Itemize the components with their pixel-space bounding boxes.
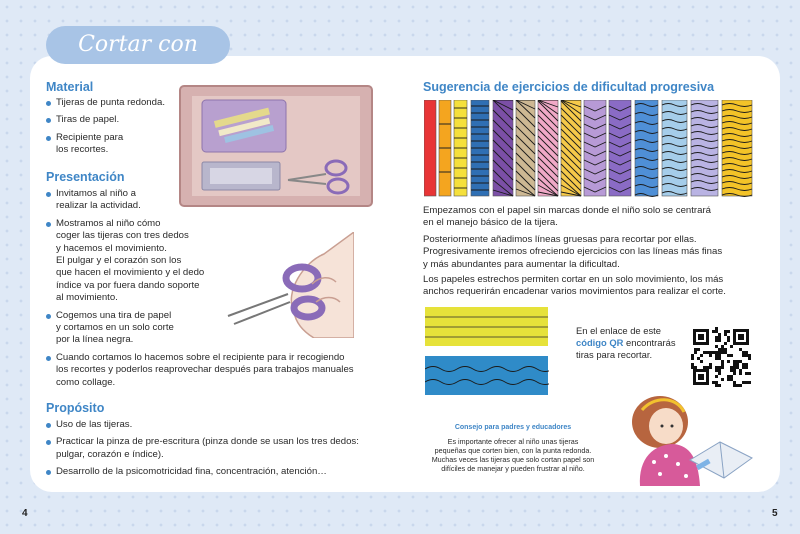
qr-link[interactable]: código QR: [576, 337, 624, 348]
strip-zigzag-violet: [609, 100, 631, 196]
strip-diagonal-purple: [493, 100, 513, 196]
material-list: [46, 97, 176, 162]
list-item: Desarrollo de la psicomotricidad fina, concentración, atención…: [46, 466, 381, 478]
qr-code-icon[interactable]: [691, 327, 751, 387]
list-item: Uso de las tijeras.: [46, 419, 381, 431]
strip-horizontal-waves: [425, 356, 549, 396]
strip-plain-red: [424, 100, 436, 196]
sugerencia-p2: Posteriormente añadimos líneas gruesas para recortar por ellas. Progresivamente iremos ofreciendo ejercicios con las líneas más finas y más abundantes para aumentar la dificultad.: [423, 234, 723, 270]
sugerencia-p3: Los papeles estrechos permiten cortar en un solo movimiento, los más anchos requerirán encadenar varios movimientos para realizar el corte.: [423, 274, 726, 298]
material-heading: Material: [46, 80, 94, 94]
qr-text: En el enlace de este código QR encontrarás tiras para recortar.: [576, 325, 676, 360]
page-number-left: 4: [22, 508, 28, 519]
strip-diagonal-tan: [516, 100, 535, 196]
list-item: Cuando cortamos lo hacemos sobre el recipiente para ir recogiendo los recortes y poderlos reaprovechar después para trabajos manuales como collage.: [46, 352, 376, 389]
list-item: Tijeras de punta redonda.: [46, 97, 176, 109]
strip-zigzag-lilac: [584, 100, 606, 196]
hand-scissors-illustration: [224, 232, 354, 338]
presentacion-heading: Presentación: [46, 170, 125, 184]
strip-horizontal-lines: [425, 307, 549, 347]
consejo-body: Es importante ofrecer al niño unas tijeras pequeñas que corten bien, con la punta redonda. Muchas veces las tijeras que solo cortan papel son difíciles de manejar y pueden frustrar al niño.: [431, 437, 595, 473]
strips-illustration: [424, 100, 754, 198]
proposito-list: [46, 419, 381, 484]
consejo-title: Consejo para padres y educadores: [454, 424, 572, 431]
list-item: Tiras de papel.: [46, 114, 176, 126]
proposito-heading: Propósito: [46, 401, 105, 415]
sugerencia-heading: Sugerencia de ejercicios de dificultad progresiva: [423, 80, 715, 94]
page-number-right: 5: [772, 508, 778, 519]
girl-reading-illustration: [620, 392, 760, 486]
tray-illustration: [178, 84, 374, 208]
sugerencia-p1: Empezamos con el papel sin marcas donde el niño solo se centrará en el manejo básico de la tijera.: [423, 205, 711, 229]
list-item: Invitamos al niño a realizar la actividad.: [46, 188, 376, 213]
list-item: Cogemos una tira de papel y cortamos en un solo corte por la línea negra.: [46, 310, 376, 347]
strip-thick-lines-orange: [439, 100, 451, 196]
list-item: Recipiente para los recortes.: [46, 132, 176, 157]
list-item: Mostramos al niño cómo coger las tijeras con tres dedos y hacemos el movimiento. El pulgar y el corazón son los que hacen el movimiento y el dedo índice va por fuera dando soporte al movimiento.: [46, 218, 376, 305]
list-item: Practicar la pinza de pre-escritura (pinza donde se usan los tres dedos: pulgar, corazón e índice).: [46, 436, 381, 461]
page-title: Cortar con tijeras: [46, 26, 230, 64]
